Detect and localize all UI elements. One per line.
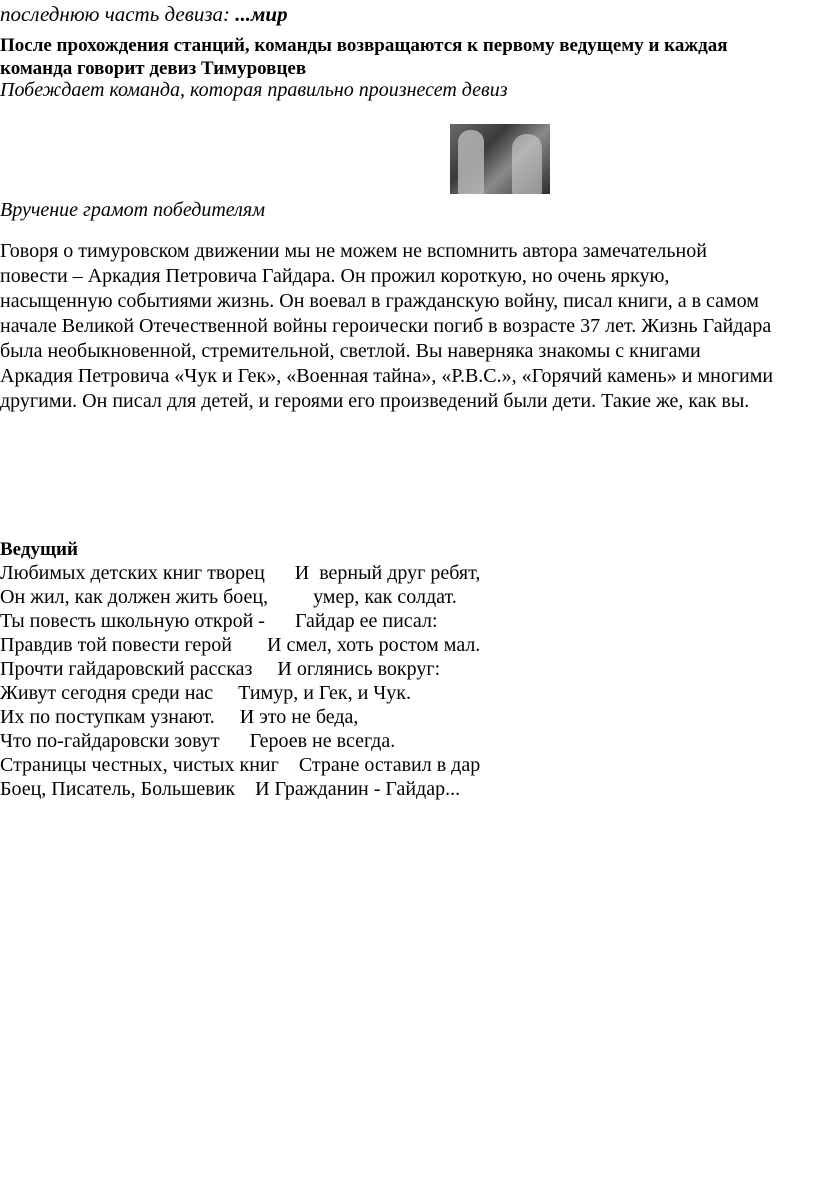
motto-prefix: последнюю часть девиза: <box>0 2 236 26</box>
photo-figure-left <box>458 130 484 194</box>
winner-note: Побеждает команда, которая правильно произнесет девиз <box>0 79 508 101</box>
poem-line: Живут сегодня среди нас Тимур, и Гек, и Чук. <box>0 682 411 704</box>
poem-line: Правдив той повести герой И смел, хоть ростом мал. <box>0 634 481 656</box>
photo-figure-right <box>512 134 542 194</box>
paragraph-line: повести – Аркадия Петровича Гайдара. Он прожил короткую, но очень яркую, <box>0 265 670 287</box>
poem-line: Боец, Писатель, Большевик И Гражданин - Гайдар... <box>0 778 461 800</box>
poem-line: Их по поступкам узнают. И это не беда, <box>0 706 359 728</box>
paragraph-line: Говоря о тимуровском движении мы не можем не вспомнить автора замечательной <box>0 240 707 262</box>
timurovtsy-photo <box>450 124 550 194</box>
paragraph-line: была необыкновенной, стремительной, светлой. Вы наверняка знакомы с книгами <box>0 340 701 362</box>
paragraph-line: Аркадия Петровича «Чук и Гек», «Военная тайна», «Р.В.С.», «Горячий камень» и многими <box>0 365 774 387</box>
poem-line: Он жил, как должен жить боец, умер, как солдат. <box>0 586 457 608</box>
awards-heading: Вручение грамот победителям <box>0 199 265 221</box>
motto-word: ...мир <box>235 2 288 26</box>
paragraph-line: другими. Он писал для детей, и героями его произведений были дети. Такие же, как вы. <box>0 390 750 412</box>
poem-line: Страницы честных, чистых книг Стране оставил в дар <box>0 754 481 776</box>
host-label: Ведущий <box>0 539 78 560</box>
poem-line: Любимых детских книг творец И верный друг ребят, <box>0 562 481 584</box>
motto-line <box>0 2 288 26</box>
poem-line: Что по-гайдаровски зовут Героев не всегда. <box>0 730 396 752</box>
instruction-line-1: После прохождения станций, команды возвращаются к первому ведущему и каждая <box>0 35 728 56</box>
poem-line: Прочти гайдаровский рассказ И оглянись вокруг: <box>0 658 441 680</box>
poem-line: Ты повесть школьную открой - Гайдар ее писал: <box>0 610 438 632</box>
paragraph-line: насыщенную событиями жизнь. Он воевал в гражданскую войну, писал книги, а в самом <box>0 290 759 312</box>
paragraph-line: начале Великой Отечественной войны героически погиб в возрасте 37 лет. Жизнь Гайдара <box>0 315 772 337</box>
instruction-line-2: команда говорит девиз Тимуровцев <box>0 58 307 79</box>
